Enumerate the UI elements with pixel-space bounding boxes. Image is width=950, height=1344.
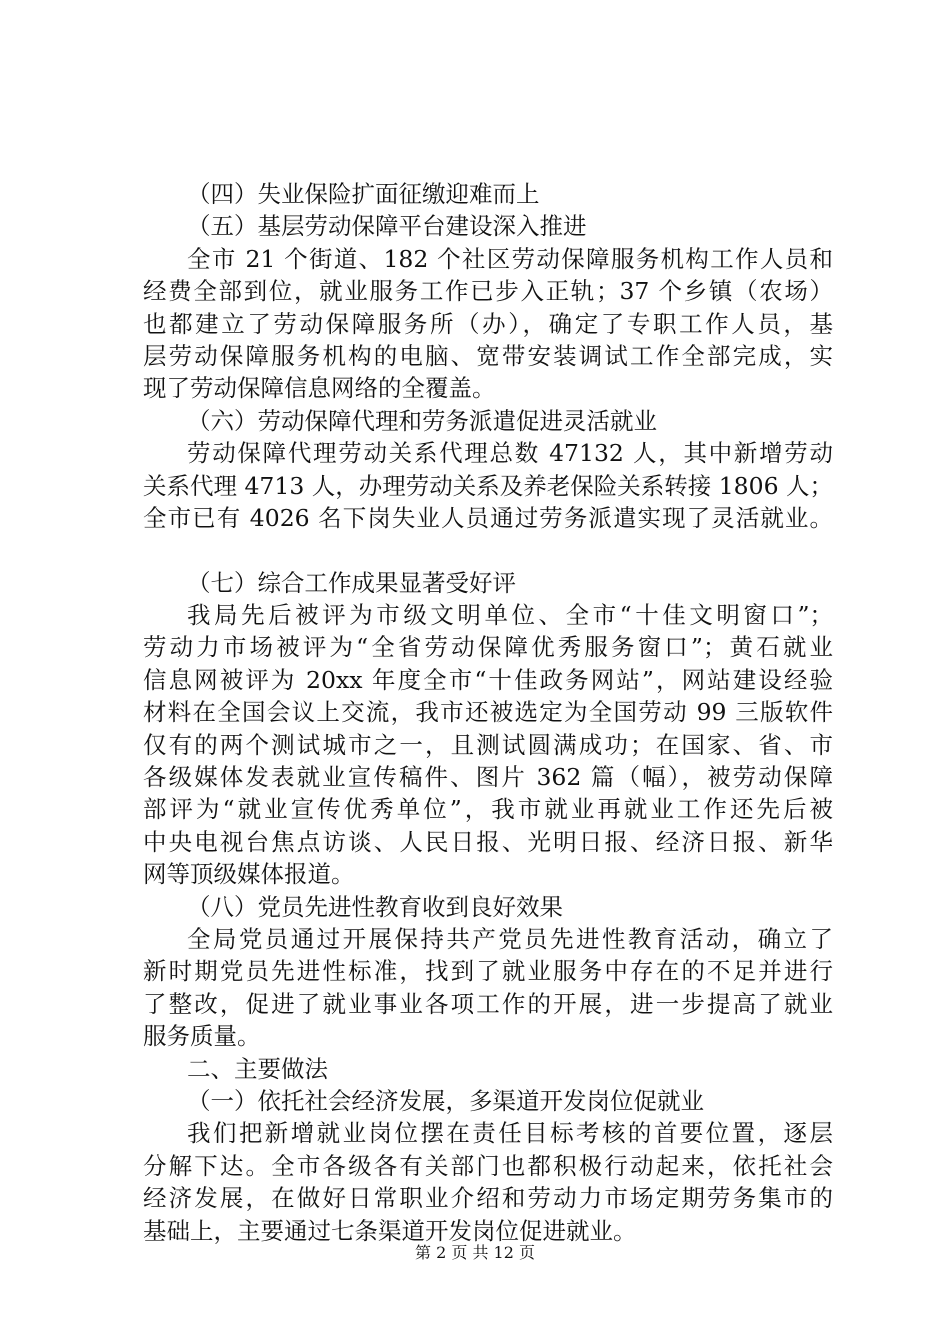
- text-line: 经费全部到位，就业服务工作已步入正轨；37 个乡镇（农场）: [143, 277, 833, 306]
- text-line: （八）党员先进性教育收到良好效果: [187, 892, 563, 921]
- text-line: 部评为“就业宣传优秀单位”，我市就业再就业工作还先后被: [143, 795, 833, 824]
- text-line: 各级媒体发表就业宣传稿件、图片 362 篇（幅），被劳动保障: [143, 763, 833, 792]
- text-line: 信息网被评为 20xx 年度全市“十佳政务网站”，网站建设经验: [143, 665, 833, 694]
- page-footer: 第 2 页 共 12 页: [415, 1243, 535, 1262]
- text-line: 全市已有 4026 名下岗失业人员通过劳务派遣实现了灵活就业。: [143, 503, 833, 532]
- text-line: （六）劳动保障代理和劳务派遣促进灵活就业: [187, 406, 657, 435]
- text-line: 中央电视台焦点访谈、人民日报、光明日报、经济日报、新华: [143, 827, 833, 856]
- text-line: 我们把新增就业岗位摆在责任目标考核的首要位置，逐层: [187, 1119, 833, 1148]
- text-line: （一）依托社会经济发展，多渠道开发岗位促就业: [187, 1086, 704, 1115]
- text-line: 全局党员通过开展保持共产党员先进性教育活动，确立了: [187, 924, 833, 953]
- text-line: 网等顶级媒体报道。: [143, 860, 355, 889]
- text-line: 基础上，主要通过七条渠道开发岗位促进就业。: [143, 1216, 637, 1245]
- text-line: 了整改，促进了就业事业各项工作的开展，进一步提高了就业: [143, 989, 833, 1018]
- text-line: 新时期党员先进性标准，找到了就业服务中存在的不足并进行: [143, 957, 833, 986]
- text-line: 劳动力市场被评为“全省劳动保障优秀服务窗口”；黄石就业: [143, 633, 833, 662]
- text-line: 现了劳动保障信息网络的全覆盖。: [143, 374, 496, 403]
- text-line: 我局先后被评为市级文明单位、全市“十佳文明窗口”；: [187, 601, 833, 630]
- text-line: 服务质量。: [143, 1022, 261, 1051]
- blank-line: [143, 534, 833, 566]
- text-line: （四）失业保险扩面征缴迎难而上: [187, 180, 540, 208]
- text-line: 也都建立了劳动保障服务所（办），确定了专职工作人员，基: [143, 309, 833, 338]
- text-line: 关系代理 4713 人，办理劳动关系及养老保险关系转接 1806 人；: [143, 471, 833, 500]
- text-line: 二、主要做法: [187, 1054, 328, 1083]
- text-line: 全市 21 个街道、182 个社区劳动保障服务机构工作人员和: [187, 244, 833, 273]
- text-line: 劳动保障代理劳动关系代理总数 47132 人，其中新增劳动: [187, 439, 833, 468]
- text-line: 经济发展，在做好日常职业介绍和劳动力市场定期劳务集市的: [143, 1184, 833, 1213]
- text-line: 材料在全国会议上交流，我市还被选定为全国劳动 99 三版软件: [143, 698, 833, 727]
- text-line: 层劳动保障服务机构的电脑、宽带安装调试工作全部完成，实: [143, 341, 833, 370]
- text-line: 分解下达。全市各级各有关部门也都积极行动起来，依托社会: [143, 1151, 833, 1180]
- text-line: （七）综合工作成果显著受好评: [187, 568, 516, 597]
- text-line: （五）基层劳动保障平台建设深入推进: [187, 212, 587, 241]
- document-body: [143, 178, 833, 1247]
- text-line: 仅有的两个测试城市之一，且测试圆满成功；在国家、省、市: [143, 730, 833, 759]
